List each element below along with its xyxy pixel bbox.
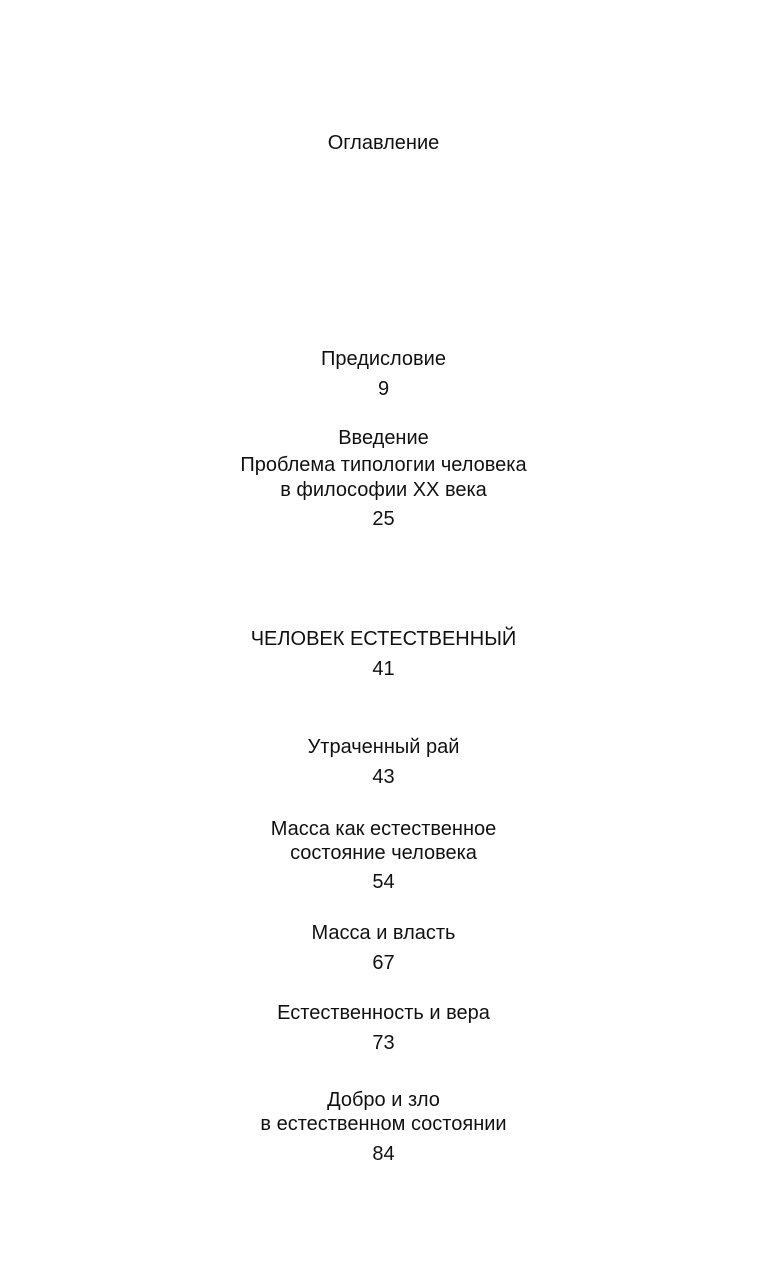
toc-part-title: ЧЕЛОВЕК ЕСТЕСТВЕННЫЙ <box>250 628 517 650</box>
toc-entry-page: 54 <box>372 871 395 893</box>
toc-entry-title: Предисловие <box>321 348 446 370</box>
toc-entry-title: Масса как естественное <box>270 818 497 840</box>
toc-entry-title: Естественность и вера <box>277 1002 490 1024</box>
toc-entry-title: в естественном состоянии <box>260 1113 507 1135</box>
toc-entry-title: Введение <box>338 427 429 449</box>
toc-entry-page: 41 <box>372 658 395 680</box>
toc-entry-title: в философии XX века <box>280 479 487 501</box>
toc-entry-title: Добро и зло <box>327 1089 440 1111</box>
toc-entry-page: 25 <box>372 508 395 530</box>
toc-entry-title: Утраченный рай <box>307 736 460 758</box>
toc-entry-page: 43 <box>372 766 395 788</box>
toc-entry-title: Масса и власть <box>311 922 456 944</box>
toc-heading: Оглавление <box>327 132 440 154</box>
toc-entry-page: 84 <box>372 1143 395 1165</box>
toc-entry-title: Проблема типологии человека <box>240 454 527 476</box>
toc-entry-page: 73 <box>372 1032 395 1054</box>
toc-entry-title: состояние человека <box>290 842 477 864</box>
toc-entry-page: 67 <box>372 952 395 974</box>
toc-entry-page: 9 <box>377 378 390 400</box>
